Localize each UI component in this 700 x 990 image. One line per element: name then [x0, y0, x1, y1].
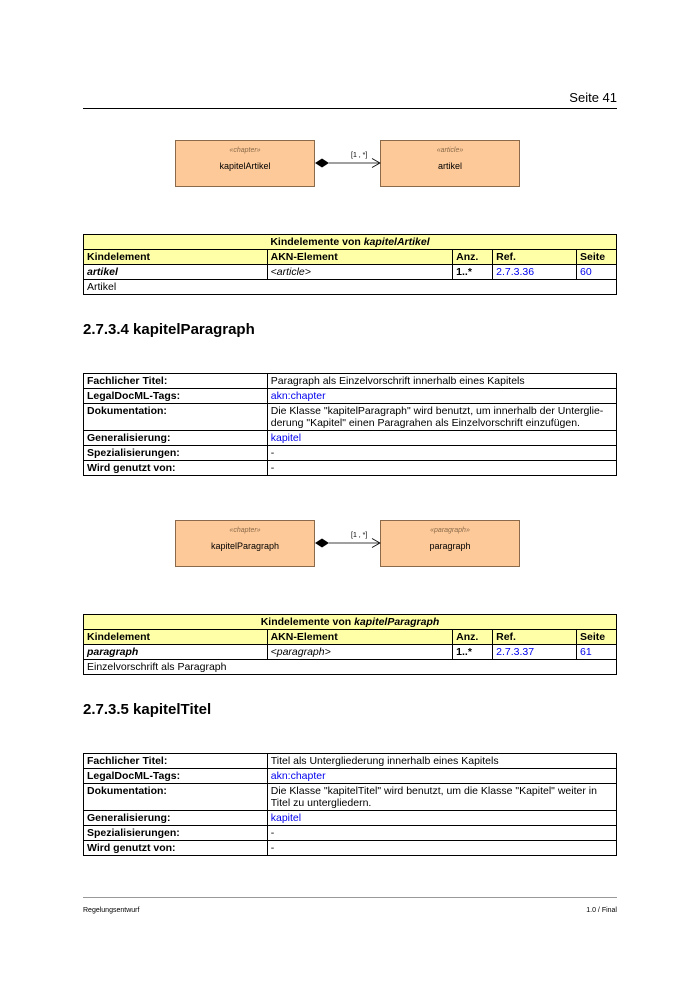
uml-class-kapitelartikel	[175, 140, 315, 187]
class-name: kapitelArtikel	[219, 161, 271, 171]
properties-table-kapitelparagraph	[83, 373, 617, 476]
page-link[interactable]: 60	[576, 265, 616, 280]
property-value: -	[267, 841, 616, 856]
stereotype-label: «paragraph»	[430, 527, 470, 534]
tag-link[interactable]: akn:chapter	[267, 769, 616, 784]
cardinality: 1..*	[453, 645, 493, 660]
cardinality: 1..*	[453, 265, 493, 280]
section-heading: 2.7.3.4 kapitelParagraph	[83, 321, 255, 338]
column-header: Anz.	[453, 250, 493, 265]
property-value: -	[267, 826, 616, 841]
stereotype-label: «chapter»	[229, 147, 261, 154]
section-heading: 2.7.3.5 kapitelTitel	[83, 701, 212, 718]
footer-left: Regelungsentwurf	[83, 907, 140, 914]
class-name: artikel	[437, 161, 462, 171]
generalization-link[interactable]: kapitel	[267, 431, 616, 446]
child-element-name: paragraph	[84, 645, 268, 660]
child-elements-table-kapitelparagraph	[83, 614, 617, 675]
property-value: Die Klasse "kapitelParagraph" wird benutzt, um innerhalb der Unterglie- derung "Kapitel" einen Paragrahen als Einzelvorschrift einzufügen.	[267, 404, 616, 431]
property-label: LegalDocML-Tags:	[84, 769, 268, 784]
property-label: Fachlicher Titel:	[84, 754, 268, 769]
child-element-name: artikel	[84, 265, 268, 280]
class-name: paragraph	[429, 541, 471, 551]
column-header: Kindelement	[84, 250, 268, 265]
property-label: Fachlicher Titel:	[84, 374, 268, 389]
page-footer	[83, 897, 617, 914]
ref-link[interactable]: 2.7.3.37	[493, 645, 577, 660]
uml-class-artikel	[380, 140, 520, 187]
property-label: Generalisierung:	[84, 431, 268, 446]
stereotype-label: «chapter»	[229, 527, 261, 534]
property-value: Die Klasse "kapitelTitel" wird benutzt, um die Klasse "Kapitel" weiter in Titel zu untergliedern.	[267, 784, 616, 811]
column-header: AKN-Element	[267, 630, 453, 645]
table-row	[84, 645, 617, 660]
properties-table-kapiteltitel	[83, 753, 617, 856]
generalization-link[interactable]: kapitel	[267, 811, 616, 826]
column-header: Anz.	[453, 630, 493, 645]
composition-connector-2	[315, 539, 380, 548]
uml-class-kapitelparagraph	[175, 520, 315, 567]
akn-element: <article>	[267, 265, 453, 280]
row-description: Einzelvorschrift als Paragraph	[84, 660, 617, 675]
child-elements-table-kapitelartikel	[83, 234, 617, 295]
column-header: Ref.	[493, 250, 577, 265]
column-header: Seite	[576, 630, 616, 645]
composition-connector-1	[315, 159, 380, 168]
column-header: Ref.	[493, 630, 577, 645]
ref-link[interactable]: 2.7.3.36	[493, 265, 577, 280]
page-number: Seite 41	[569, 90, 617, 105]
property-value: Titel als Untergliederung innerhalb eines Kapitels	[267, 754, 616, 769]
property-label: Dokumentation:	[84, 784, 268, 811]
table-title: Kindelemente von kapitelArtikel	[84, 235, 617, 250]
page-header	[83, 92, 617, 109]
property-label: Wird genutzt von:	[84, 461, 268, 476]
tag-link[interactable]: akn:chapter	[267, 389, 616, 404]
page-link[interactable]: 61	[576, 645, 616, 660]
property-label: Dokumentation:	[84, 404, 268, 431]
property-value: Paragraph als Einzelvorschrift innerhalb eines Kapitels	[267, 374, 616, 389]
multiplicity-label: [1 , *]	[351, 152, 368, 159]
property-value: -	[267, 446, 616, 461]
property-label: Spezialisierungen:	[84, 446, 268, 461]
uml-class-paragraph	[380, 520, 520, 567]
footer-right: 1.0 / Final	[586, 907, 617, 914]
column-header: Kindelement	[84, 630, 268, 645]
table-row	[84, 265, 617, 280]
property-label: Spezialisierungen:	[84, 826, 268, 841]
row-description: Artikel	[84, 280, 617, 295]
column-header: Seite	[576, 250, 616, 265]
class-name: kapitelParagraph	[210, 541, 280, 551]
property-label: Generalisierung:	[84, 811, 268, 826]
property-label: Wird genutzt von:	[84, 841, 268, 856]
property-value: -	[267, 461, 616, 476]
multiplicity-label: [1 , *]	[351, 532, 368, 539]
column-header: AKN-Element	[267, 250, 453, 265]
table-title: Kindelemente von kapitelParagraph	[84, 615, 617, 630]
property-label: LegalDocML-Tags:	[84, 389, 268, 404]
stereotype-label: «article»	[436, 147, 464, 154]
akn-element: <paragraph>	[267, 645, 453, 660]
